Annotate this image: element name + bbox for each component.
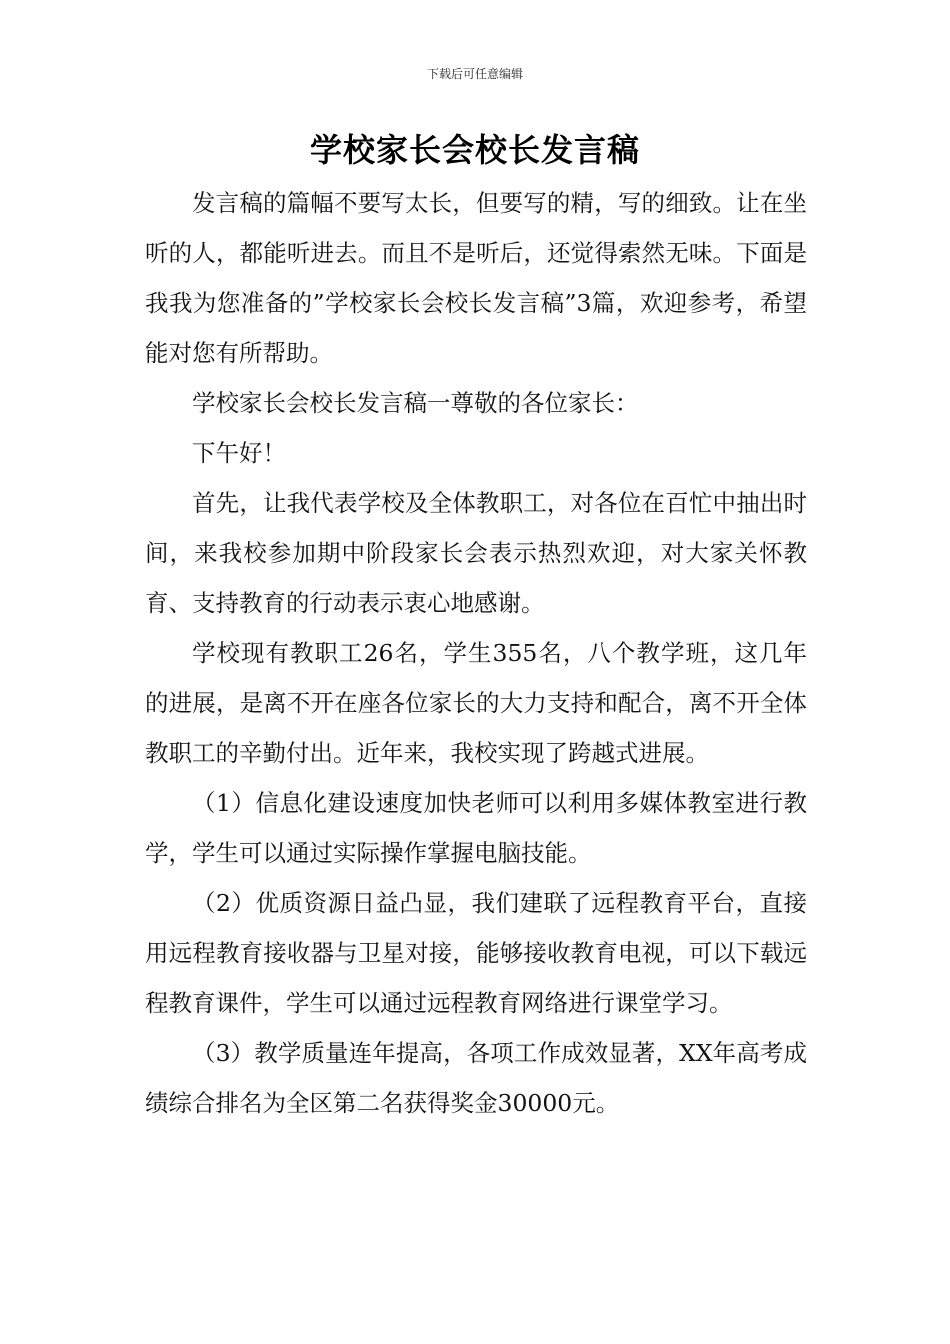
header-note: 下载后可任意编辑 xyxy=(426,67,523,81)
paragraph-point-2: （2）优质资源日益凸显，我们建联了远程教育平台，直接用远程教育接收器与卫星对接，能够接收教育电视，可以下载远程教育课件，学生可以通过远程教育网络进行课堂学习。 xyxy=(145,889,807,1017)
paragraph-point-1: （1）信息化建设速度加快老师可以利用多媒体教室进行教学，学生可以通过实际操作掌握电脑技能。 xyxy=(145,789,807,867)
paragraph-greeting: 下午好！ xyxy=(192,439,286,467)
paragraph-welcome: 首先，让我代表学校及全体教职工，对各位在百忙中抽出时间，来我校参加期中阶段家长会表示热烈欢迎，对大家关怀教育、支持教育的行动表示衷心地感谢。 xyxy=(145,489,807,617)
paragraph-school-overview: 学校现有教职工26名，学生355名，八个教学班，这几年的进展，是离不开在座各位家长的大力支持和配合，离不开全体教职工的辛勤付出。近年来，我校实现了跨越式进展。 xyxy=(145,639,807,767)
paragraph-point-3: （3）教学质量连年提高，各项工作成效显著，XX年高考成绩综合排名为全区第二名获得奖金30000元。 xyxy=(145,1039,807,1117)
paragraph-salutation: 学校家长会校长发言稿一尊敬的各位家长： xyxy=(192,389,639,417)
document-title: 学校家长会校长发言稿 xyxy=(309,131,640,169)
document-body xyxy=(145,178,807,1128)
paragraph-intro: 发言稿的篇幅不要写太长，但要写的精，写的细致。让在坐听的人，都能听进去。而且不是听后，还觉得索然无味。下面是我我为您准备的”学校家长会校长发言稿”3篇，欢迎参考，希望能对您有所帮助。 xyxy=(145,189,807,367)
